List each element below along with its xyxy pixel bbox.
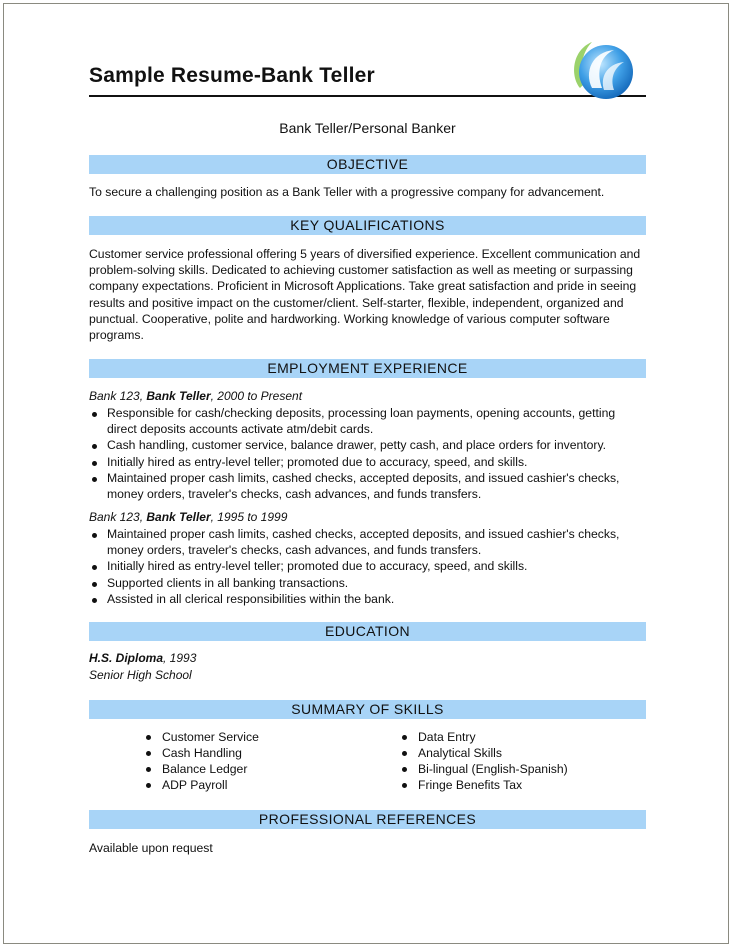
resume-title: Sample Resume-Bank Teller bbox=[89, 64, 375, 87]
job-2-title bbox=[89, 510, 287, 524]
employment-heading: EMPLOYMENT EXPERIENCE bbox=[89, 359, 646, 378]
job-2-dates: , 1995 to 1999 bbox=[210, 510, 288, 524]
list-item: Bi-lingual (English-Spanish) bbox=[402, 761, 568, 777]
list-item: Cash handling, customer service, balance drawer, petty cash, and place orders for inventory. bbox=[89, 437, 634, 453]
education-heading: EDUCATION bbox=[89, 622, 646, 641]
list-item: Assisted in all clerical responsibilities within the bank. bbox=[89, 591, 634, 607]
list-item: Initially hired as entry-level teller; promoted due to accuracy, speed, and skills. bbox=[89, 558, 634, 574]
skills-right-list bbox=[402, 729, 568, 793]
job-2-bullets bbox=[89, 526, 634, 607]
list-item: Analytical Skills bbox=[402, 745, 568, 761]
list-item: Data Entry bbox=[402, 729, 568, 745]
list-item: Cash Handling bbox=[146, 745, 259, 761]
job-1-dates: , 2000 to Present bbox=[210, 389, 303, 403]
list-item: Maintained proper cash limits, cashed checks, accepted deposits, and issued cashier's checks, money orders, traveler's checks, cash advances, and funds transfers. bbox=[89, 526, 634, 558]
degree-name: H.S. Diploma bbox=[89, 651, 164, 665]
references-text: Available upon request bbox=[89, 841, 213, 855]
list-item: Fringe Benefits Tax bbox=[402, 777, 568, 793]
title-divider bbox=[89, 95, 646, 97]
qualifications-heading: KEY QUALIFICATIONS bbox=[89, 216, 646, 235]
skills-heading: SUMMARY OF SKILLS bbox=[89, 700, 646, 719]
references-heading: PROFESSIONAL REFERENCES bbox=[89, 810, 646, 829]
job-1-title bbox=[89, 389, 302, 403]
job-2-role: Bank Teller bbox=[146, 510, 211, 524]
degree-year: , 1993 bbox=[163, 651, 197, 665]
skills-left-list bbox=[146, 729, 259, 793]
resume-page bbox=[3, 3, 729, 944]
list-item: Customer Service bbox=[146, 729, 259, 745]
list-item: ADP Payroll bbox=[146, 777, 259, 793]
circular-swoosh-logo-icon bbox=[570, 36, 634, 102]
job-1-employer: Bank 123, bbox=[89, 389, 144, 403]
job-1-bullets bbox=[89, 405, 634, 502]
list-item: Maintained proper cash limits, cashed checks, accepted deposits, and issued cashier's checks, money orders, traveler's checks, cash advances, and funds transfers. bbox=[89, 470, 634, 502]
qualifications-text: Customer service professional offering 5 years of diversified experience. Excellent communication and problem-solving skills. Dedicated to achieving customer satisfaction as well as meeting or surpassing company expectations. Proficient in Microsoft Applications. Take great satisfaction and pride in seeing results and positive impact on the customer/client. Self-starter, flexible, independent, organized and punctual. Cooperative, polite and hardworking. Working knowledge of various computer software programs. bbox=[89, 247, 641, 343]
job-2-employer: Bank 123, bbox=[89, 510, 144, 524]
list-item: Supported clients in all banking transactions. bbox=[89, 575, 634, 591]
list-item: Responsible for cash/checking deposits, processing loan payments, opening accounts, getting direct deposits accounts activate atm/debit cards. bbox=[89, 405, 634, 437]
job-subtitle: Bank Teller/Personal Banker bbox=[279, 120, 456, 136]
objective-heading: OBJECTIVE bbox=[89, 155, 646, 174]
education-school: Senior High School bbox=[89, 668, 192, 682]
job-1-role: Bank Teller bbox=[146, 389, 211, 403]
list-item: Initially hired as entry-level teller; promoted due to accuracy, speed, and skills. bbox=[89, 454, 634, 470]
education-degree bbox=[89, 650, 196, 667]
list-item: Balance Ledger bbox=[146, 761, 259, 777]
objective-text: To secure a challenging position as a Bank Teller with a progressive company for advancement. bbox=[89, 185, 605, 199]
